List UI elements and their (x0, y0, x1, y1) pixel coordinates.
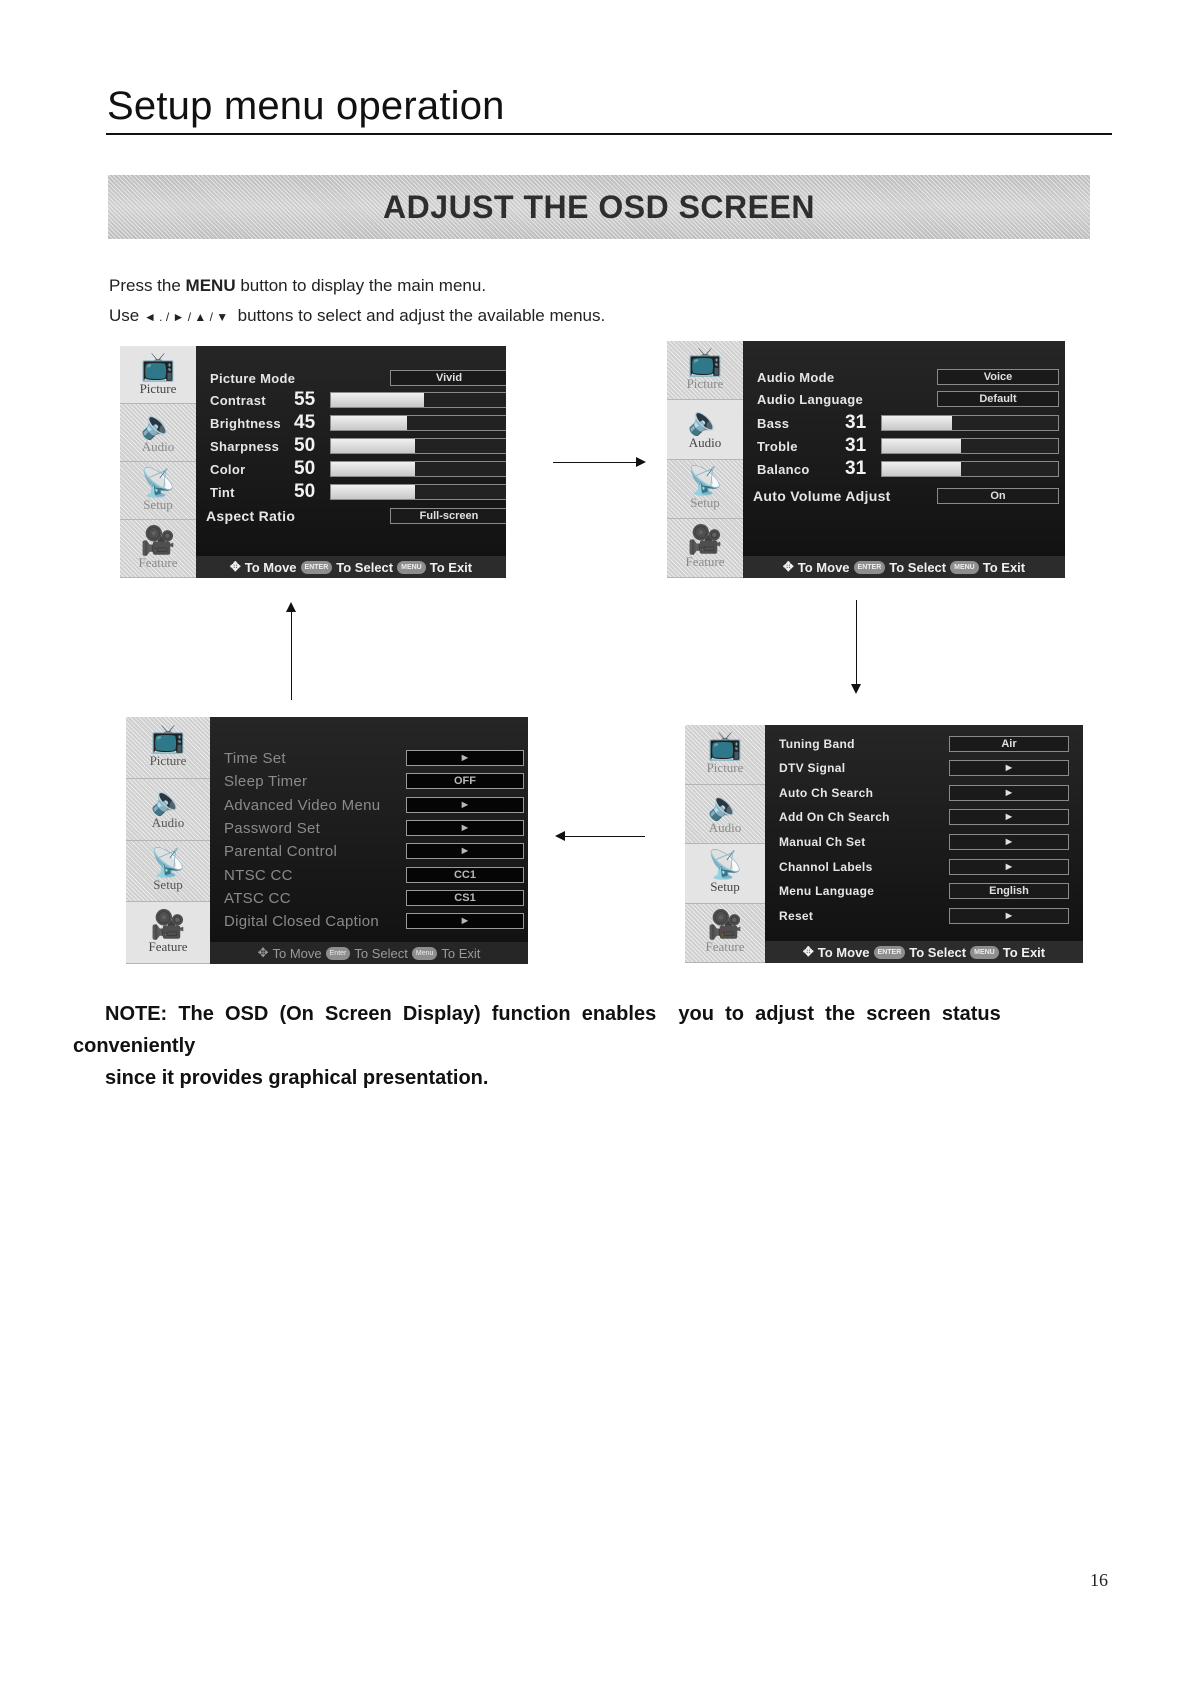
osd-footer: ✥ To Move Enter To Select Menu To Exit (210, 942, 528, 964)
arrow-down (856, 600, 857, 685)
intro-text: Use (109, 306, 140, 325)
intro-text: buttons to select and adjust the available menus. (237, 306, 606, 325)
menu-row[interactable]: Auto Ch Search ► (779, 783, 1073, 803)
arrow-down-head (851, 684, 861, 694)
value-box: ► (949, 809, 1069, 825)
menu-row[interactable]: Brightness 45 (210, 413, 496, 433)
tv-icon: 📺 (687, 346, 723, 378)
value-box: OFF (406, 773, 524, 789)
osd-footer: ✥ To Move ENTER To Select MENU To Exit (765, 941, 1083, 963)
speaker-icon: 🔈 (140, 408, 176, 440)
menu-row[interactable]: Audio Language Default (757, 389, 1055, 409)
menu-key-icon: Menu (412, 947, 438, 960)
sidebar-item-audio[interactable]: 🔈 Audio (126, 779, 210, 841)
camera-icon: 🎥 (150, 908, 186, 940)
value-box: Voice (937, 369, 1059, 385)
menu-row[interactable]: Contrast 55 (210, 390, 496, 410)
slider-bar[interactable] (881, 415, 1059, 431)
menu-row[interactable]: ATSC CC CS1 (224, 888, 518, 908)
tv-icon: 📺 (140, 350, 176, 382)
menu-key-icon: MENU (397, 561, 426, 574)
menu-row[interactable]: Balanco 31 (757, 459, 1055, 479)
move-icon: ✥ (802, 944, 814, 959)
osd-setup-menu (685, 725, 1083, 963)
sidebar-item-audio[interactable]: 🔈 Audio (685, 785, 765, 845)
value-box: ► (949, 834, 1069, 850)
menu-row[interactable]: Color 50 (210, 459, 496, 479)
osd-footer: ✥ To Move ENTER To Select MENU To Exit (196, 556, 506, 578)
value-box: ► (406, 820, 524, 836)
slider-bar[interactable] (330, 461, 506, 477)
value-box: ► (406, 797, 524, 813)
value-box: ► (949, 760, 1069, 776)
banner-text: ADJUST THE OSD SCREEN (383, 188, 815, 225)
satellite-dish-icon: 📡 (707, 849, 743, 881)
menu-row[interactable]: Tint 50 (210, 482, 496, 502)
osd-sidebar (120, 346, 196, 578)
sidebar-item-feature[interactable]: 🎥 Feature (685, 904, 765, 964)
sidebar-item-audio[interactable]: 🔈 Audio (667, 400, 743, 459)
camera-icon: 🎥 (687, 523, 723, 555)
menu-row[interactable]: Reset ► (779, 906, 1073, 926)
camera-icon: 🎥 (140, 524, 176, 556)
move-icon: ✥ (782, 559, 794, 574)
move-icon: ✥ (257, 945, 269, 960)
menu-row[interactable]: Menu Language English (779, 881, 1073, 901)
osd-panel (743, 341, 1065, 578)
arrow-left (565, 836, 645, 837)
arrow-left-head (555, 831, 565, 841)
menu-row[interactable]: Parental Control ► (224, 841, 518, 861)
menu-row[interactable]: Time Set ► (224, 748, 518, 768)
value-box: ► (949, 908, 1069, 924)
value-box: ► (949, 859, 1069, 875)
slider-bar[interactable] (881, 438, 1059, 454)
sidebar-item-feature[interactable]: 🎥 Feature (126, 902, 210, 964)
arrow-right-head (636, 457, 646, 467)
menu-row[interactable]: Tuning Band Air (779, 734, 1073, 754)
menu-row[interactable]: Password Set ► (224, 818, 518, 838)
menu-row[interactable]: Sleep Timer OFF (224, 771, 518, 791)
osd-picture-menu (120, 346, 506, 578)
sidebar-item-picture[interactable]: 📺 Picture (126, 717, 210, 779)
osd-panel (765, 725, 1083, 963)
note-line-1: NOTE: The OSD (On Screen Display) function enables you to adjust the screen status (105, 1003, 1001, 1025)
sidebar-item-setup[interactable]: 📡 Setup (120, 462, 196, 520)
section-banner (108, 175, 1090, 239)
arrow-up (291, 612, 292, 700)
menu-row[interactable]: Audio Mode Voice (757, 367, 1055, 387)
tv-icon: 📺 (150, 723, 186, 755)
note-line-2: conveniently (73, 1035, 196, 1057)
menu-keyword: MENU (185, 276, 236, 295)
title-rule (106, 133, 1112, 135)
sidebar-item-setup[interactable]: 📡 Setup (126, 841, 210, 903)
speaker-icon: 🔈 (687, 405, 723, 437)
menu-row[interactable]: DTV Signal ► (779, 758, 1073, 778)
satellite-dish-icon: 📡 (687, 464, 723, 496)
arrow-up-head (286, 602, 296, 612)
menu-row[interactable]: Picture Mode Vivid (210, 368, 496, 388)
satellite-dish-icon: 📡 (140, 466, 176, 498)
menu-row[interactable]: Sharpness 50 (210, 436, 496, 456)
sidebar-item-audio[interactable]: 🔈 Audio (120, 404, 196, 462)
sidebar-item-picture[interactable]: 📺 Picture (120, 346, 196, 404)
menu-row[interactable]: Troble 31 (757, 436, 1055, 456)
menu-row[interactable]: Manual Ch Set ► (779, 832, 1073, 852)
menu-row[interactable]: Channol Labels ► (779, 857, 1073, 877)
page-title: Setup menu operation (107, 84, 505, 128)
sidebar-item-setup[interactable]: 📡 Setup (667, 460, 743, 519)
value-box: Default (937, 391, 1059, 407)
value-box: English (949, 883, 1069, 899)
menu-key-icon: MENU (970, 946, 999, 959)
enter-key-icon: ENTER (874, 946, 906, 959)
enter-key-icon: ENTER (301, 561, 333, 574)
value-box: Full-screen (390, 508, 506, 524)
value-box: ► (406, 843, 524, 859)
intro-line-2 (109, 306, 605, 326)
value-box: On (937, 488, 1059, 504)
osd-sidebar (126, 717, 210, 964)
sidebar-item-picture[interactable]: 📺 Picture (685, 725, 765, 785)
menu-row[interactable]: Bass 31 (757, 413, 1055, 433)
osd-panel (196, 346, 506, 578)
menu-row[interactable]: Auto Volume Adjust On (753, 486, 1055, 506)
arrow-right (553, 462, 638, 463)
menu-key-icon: MENU (950, 561, 979, 574)
sidebar-item-picture[interactable]: 📺 Picture (667, 341, 743, 400)
direction-symbols: ◄ . / ► / ▲ / ▼ (143, 310, 229, 324)
speaker-icon: 🔈 (150, 785, 186, 817)
camera-icon: 🎥 (707, 908, 743, 940)
value-box: ► (406, 750, 524, 766)
sidebar-item-feature[interactable]: 🎥 Feature (667, 519, 743, 578)
osd-footer: ✥ To Move ENTER To Select MENU To Exit (743, 556, 1065, 578)
menu-row[interactable]: Aspect Ratio Full-screen (206, 506, 496, 526)
slider-bar[interactable] (330, 415, 506, 431)
osd-panel (210, 717, 528, 964)
move-icon: ✥ (229, 559, 241, 574)
osd-sidebar (685, 725, 765, 963)
tv-icon: 📺 (707, 730, 743, 762)
enter-key-icon: ENTER (854, 561, 886, 574)
slider-bar[interactable] (330, 438, 506, 454)
menu-row[interactable]: Add On Ch Search ► (779, 807, 1073, 827)
intro-line-1 (109, 276, 486, 296)
sidebar-item-feature[interactable]: 🎥 Feature (120, 520, 196, 578)
osd-sidebar (667, 341, 743, 578)
value-box: ► (949, 785, 1069, 801)
sidebar-item-setup[interactable]: 📡 Setup (685, 844, 765, 904)
value-box: Vivid (390, 370, 506, 386)
osd-audio-menu (667, 341, 1065, 578)
page-number: 16 (1090, 1570, 1108, 1590)
menu-row[interactable]: Digital Closed Caption ► (224, 911, 518, 931)
intro-text: Press the (109, 276, 186, 295)
menu-row[interactable]: Advanced Video Menu ► (224, 795, 518, 815)
slider-bar[interactable] (330, 392, 506, 408)
slider-bar[interactable] (881, 461, 1059, 477)
value-box: CS1 (406, 890, 524, 906)
menu-row[interactable]: NTSC CC CC1 (224, 865, 518, 885)
osd-feature-menu (126, 717, 528, 964)
value-box: ► (406, 913, 524, 929)
slider-bar[interactable] (330, 484, 506, 500)
intro-text: button to display the main menu. (235, 276, 487, 295)
enter-key-icon: Enter (326, 947, 351, 960)
satellite-dish-icon: 📡 (150, 846, 186, 878)
note-line-3: since it provides graphical presentation. (105, 1067, 489, 1089)
value-box: CC1 (406, 867, 524, 883)
speaker-icon: 🔈 (707, 789, 743, 821)
value-box: Air (949, 736, 1069, 752)
